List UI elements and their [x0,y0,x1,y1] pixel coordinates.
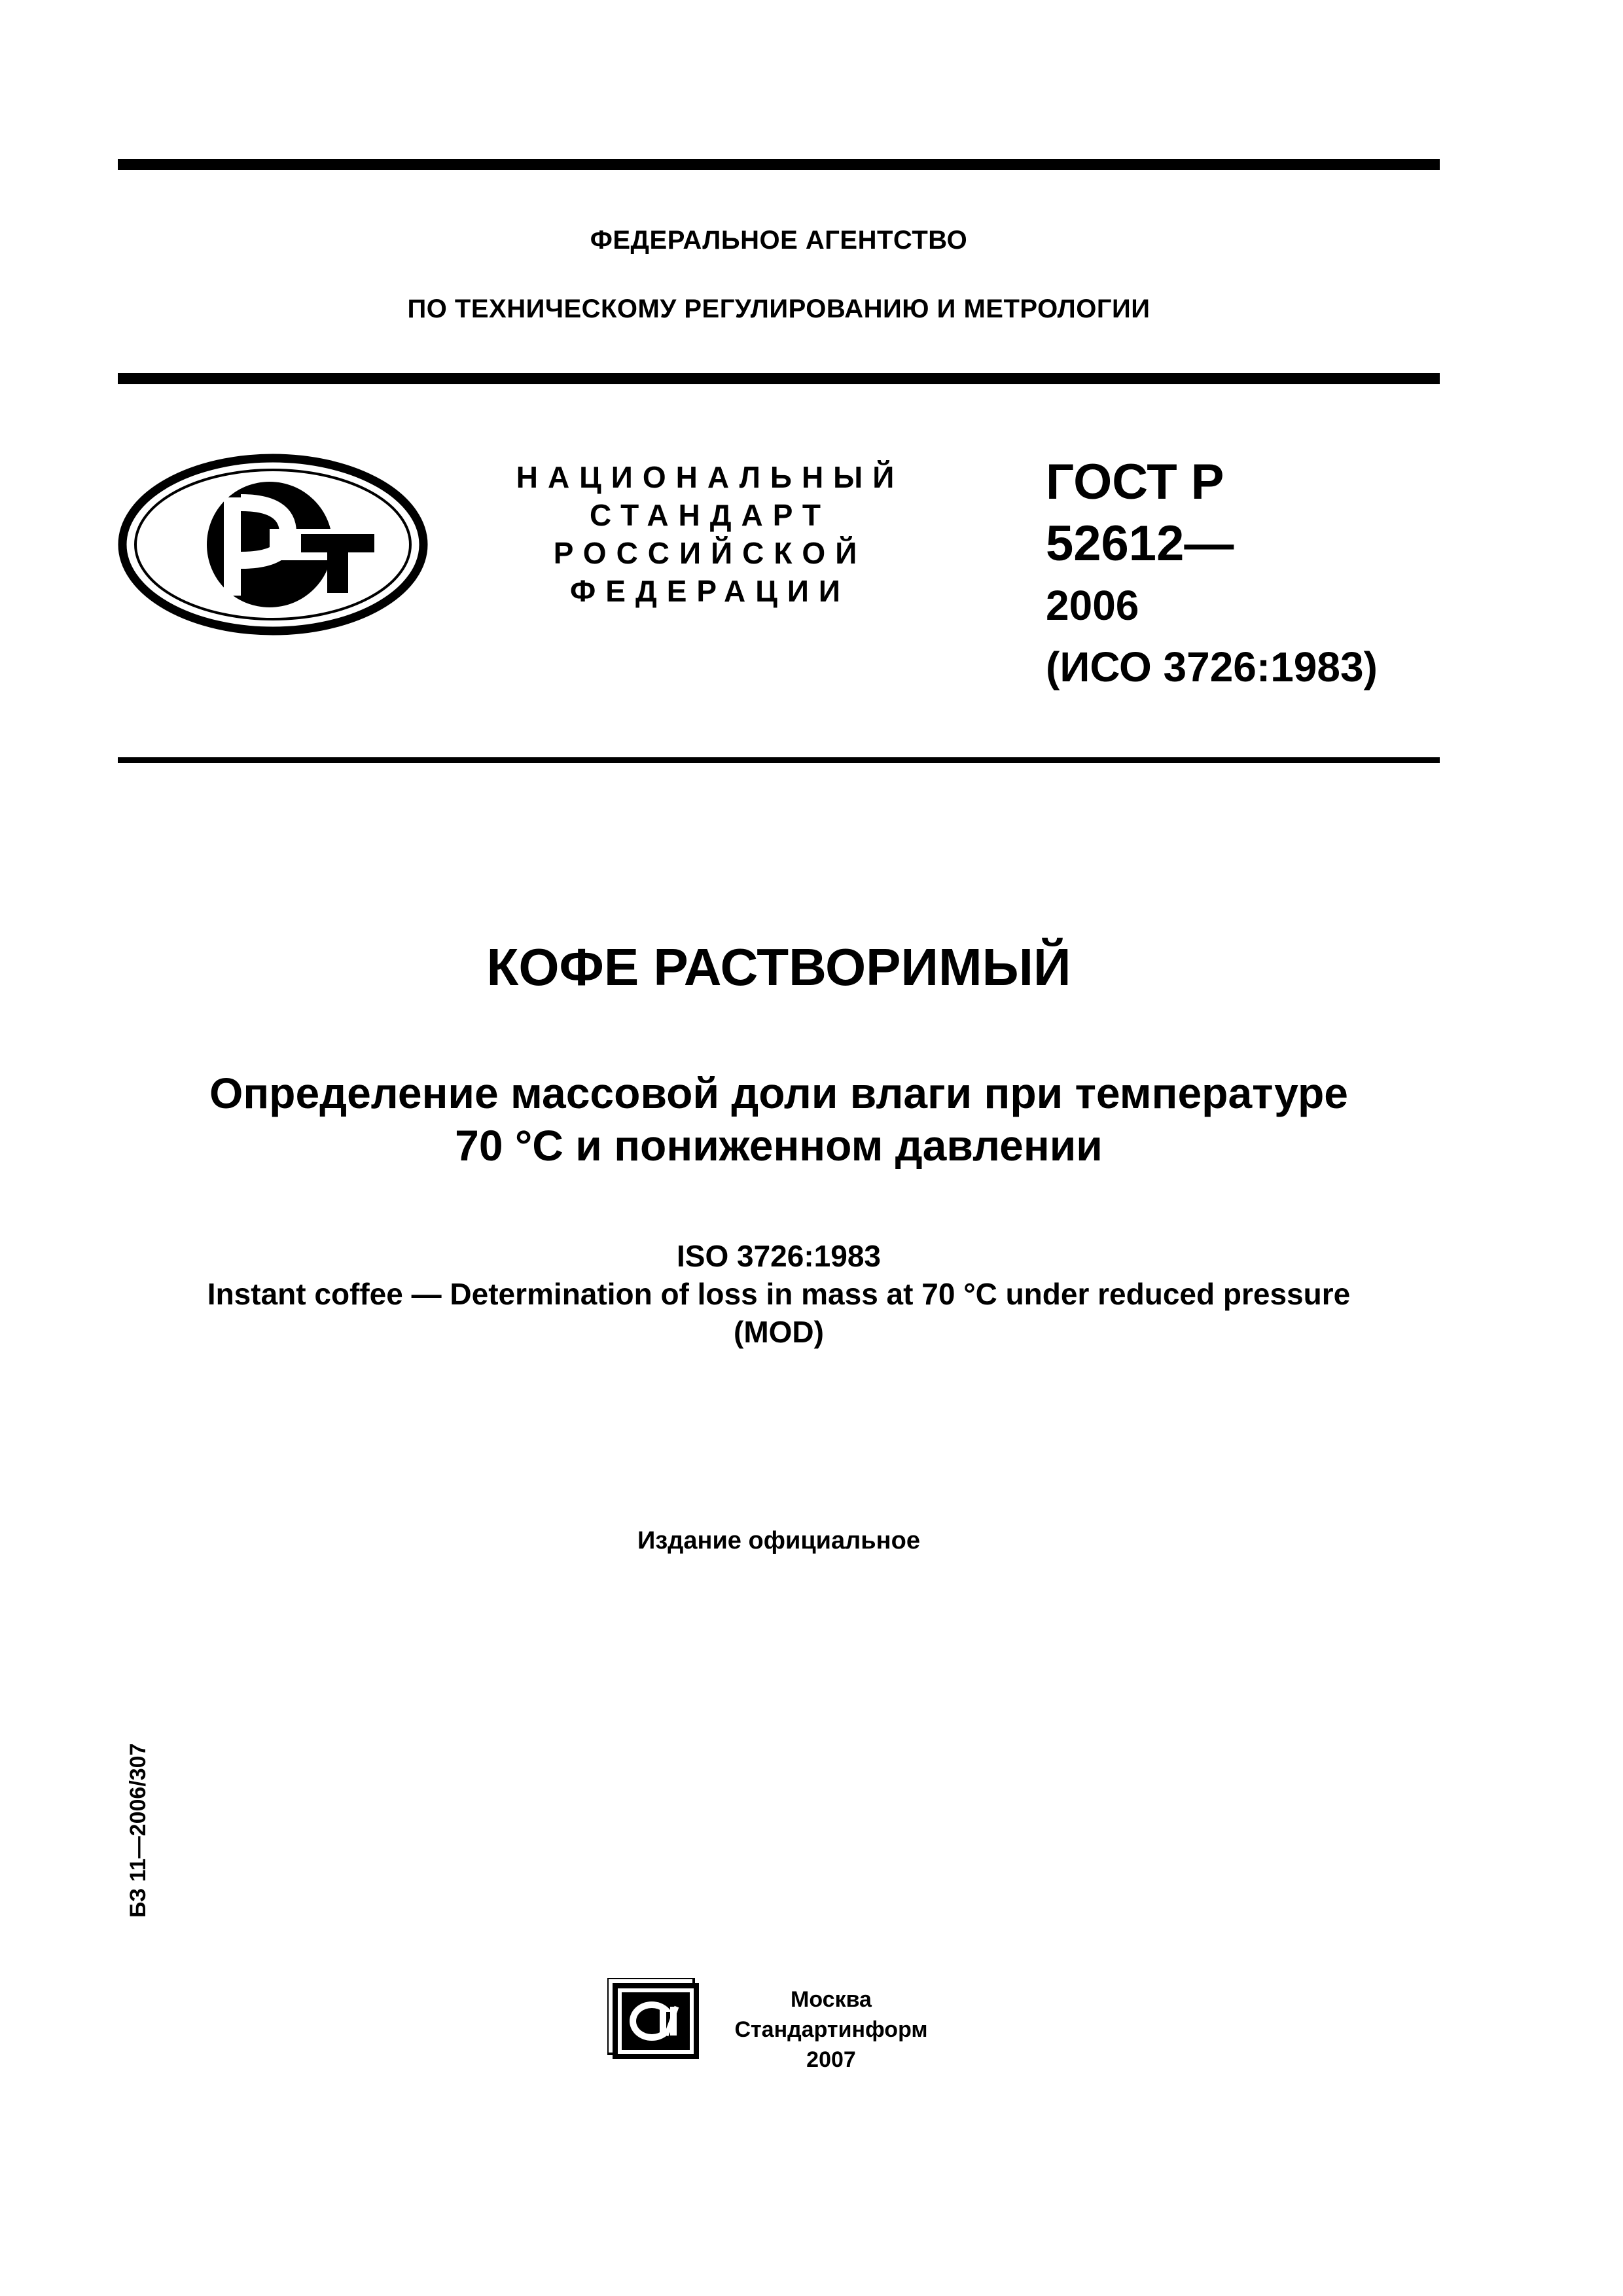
iso-modification: (MOD) [734,1315,824,1349]
top-rule [118,159,1440,170]
subtitle-line-1: Определение массовой доли влаги при температуре [209,1069,1348,1117]
standartinform-logo-icon [607,1978,707,2064]
standard-designation [1046,452,1378,698]
publisher-name: Стандартинформ [734,2017,928,2042]
agency-line-2: ПО ТЕХНИЧЕСКОМУ РЕГУЛИРОВАНИЮ И МЕТРОЛОГИИ [407,295,1150,323]
agency-line-1: ФЕДЕРАЛЬНОЕ АГЕНТСТВО [590,226,968,255]
iso-reference-block [118,1237,1440,1351]
designation-year: 2006 [1046,582,1139,629]
publisher-block [726,1984,936,2075]
edition-label: Издание официальное [637,1527,920,1554]
iso-title: Instant coffee — Determination of loss in mass at 70 °C under reduced pressure [207,1277,1351,1311]
title-rule [118,757,1440,763]
designation-iso-reference: (ИСО 3726:1983) [1046,643,1378,691]
subtitle-line-2: 70 °С и пониженном давлении [455,1121,1103,1170]
national-standard-line-3: РОССИЙСКОЙ [553,536,867,570]
national-standard-line-4: ФЕДЕРАЦИИ [570,574,850,608]
national-standard-line-1: НАЦИОНАЛЬНЫЙ [516,460,904,494]
designation-line-1: ГОСТ Р [1046,454,1224,510]
iso-number: ISO 3726:1983 [676,1239,881,1273]
designation-number: 52612 [1046,516,1185,571]
header-rule [118,373,1440,384]
national-standard-block [478,458,942,610]
catalog-code: БЗ 11—2006/307 [126,1743,151,1918]
rst-logo-icon [116,453,429,636]
document-title: КОФЕ РАСТВОРИМЫЙ [486,938,1071,996]
publisher-year: 2007 [806,2047,856,2072]
document-subtitle [118,1067,1440,1172]
national-standard-line-2: СТАНДАРТ [590,498,830,532]
publisher-city: Москва [791,1987,872,2012]
designation-dash: — [1184,516,1234,571]
